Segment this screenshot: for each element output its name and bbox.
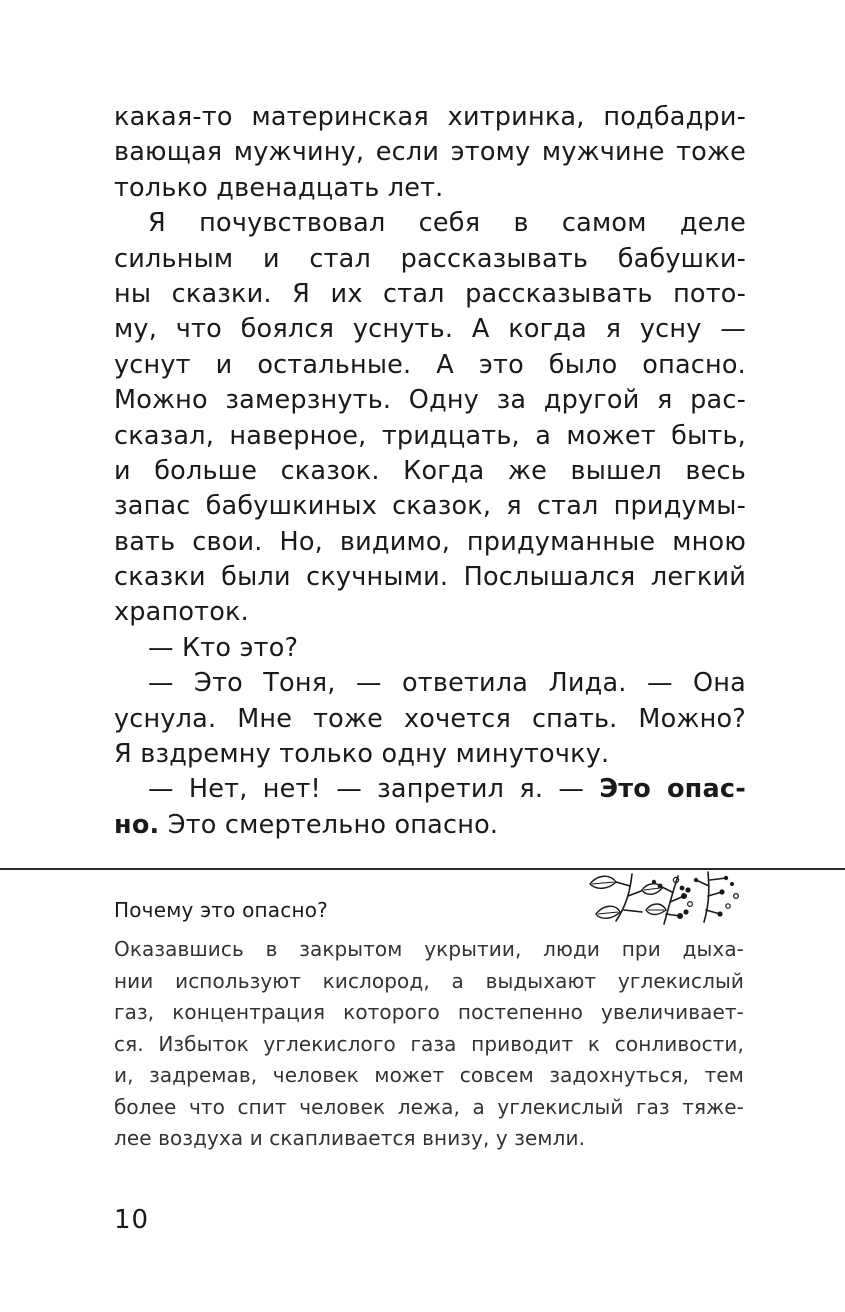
text-line-normal: Это смертельно опасно. — [167, 809, 499, 840]
text-line: какая-то материнская хитринка, подбадри- — [114, 102, 746, 132]
text-line: Можно замерзнуть. Одну за другой я рас- — [114, 385, 746, 416]
text-line: храпоток. — [114, 597, 249, 628]
sidebar-line: ся. Избыток углекислого газа приводит к сонливости, — [114, 1031, 744, 1056]
text-line: уснула. Мне тоже хочется спать. Можно? — [114, 703, 746, 734]
sidebar-line: нии используют кислород, а выдыхают углекислый — [114, 968, 744, 993]
sidebar-text — [114, 934, 744, 1155]
sidebar-line: лее воздуха и скапливается внизу, у земли. — [114, 1126, 586, 1150]
text-line-normal: — Нет, нет! — запретил я. — — [148, 774, 585, 805]
text-line: му, что боялся уснуть. А когда я усну — — [114, 314, 746, 345]
text-line: Я вздремну только одну минуточку. — [114, 739, 610, 770]
text-line: сильным и стал рассказывать бабушки- — [114, 243, 746, 274]
sidebar-title: Почему это опасно? — [114, 898, 328, 922]
page-number: 10 — [114, 1205, 150, 1235]
emphasis-text: но. — [114, 809, 160, 840]
text-line — [114, 808, 746, 843]
text-line: сказал, наверное, тридцать, а может быть, — [114, 420, 746, 451]
text-line: уснут и остальные. А это было опасно. — [114, 349, 746, 380]
text-line: и больше сказок. Когда же вышел весь — [114, 455, 746, 486]
text-line: вать свои. Но, видимо, придуманные мною — [114, 526, 746, 557]
text-line: сказки были скучными. Послышался легкий — [114, 562, 746, 593]
main-text — [114, 100, 746, 843]
sidebar-line: Оказавшись в закрытом укрытии, люди при дыха- — [114, 937, 744, 961]
text-line: — Это Тоня, — ответила Лида. — Она — [148, 668, 746, 699]
sidebar-line: газ, концентрация которого постепенно увеличивает- — [114, 1000, 744, 1024]
text-line: вающая мужчину, если этому мужчине тоже — [114, 137, 746, 168]
emphasis-text: Это опас- — [599, 774, 746, 805]
text-line: только двенадцать лет. — [114, 172, 444, 203]
text-line: — Кто это? — [148, 632, 299, 663]
text-line: ны сказки. Я их стал рассказывать пото- — [114, 278, 746, 309]
plant-branches-icon — [586, 866, 746, 928]
text-line — [114, 772, 746, 807]
sidebar-line: и, задремав, человек может совсем задохнуться, тем — [114, 1063, 744, 1087]
sidebar-line: более что спит человек лежа, а углекислый газ тяже- — [114, 1094, 744, 1119]
text-line: запас бабушкиных сказок, я стал придумы- — [114, 491, 746, 522]
text-line: Я почувствовал себя в самом деле — [148, 208, 746, 239]
